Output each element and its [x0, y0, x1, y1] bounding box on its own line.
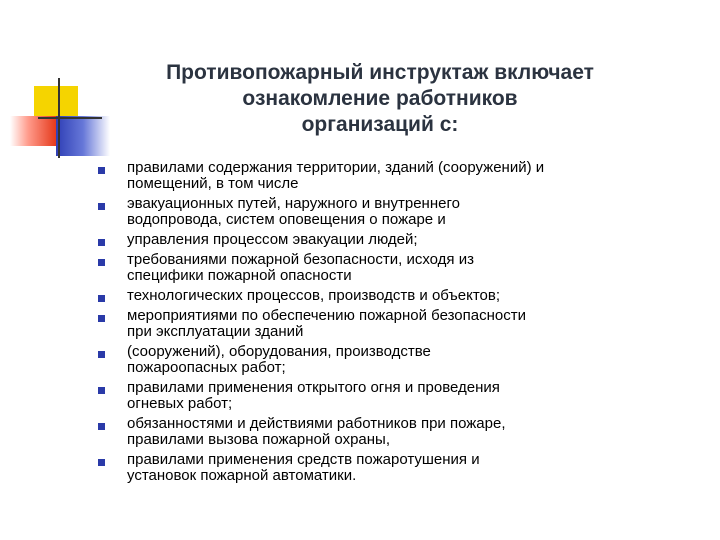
slide-title-line: ознакомление работников — [242, 87, 518, 110]
list-item-text: обязанностями и действиями работников при пожаре, — [127, 415, 506, 432]
slide-title-line: организаций с: — [301, 113, 459, 136]
list-item — [96, 196, 708, 228]
list-item-text: требованиями пожарной безопасности, исходя из — [127, 251, 474, 268]
list-item-text: правилами применения открытого огня и проведения — [127, 379, 500, 396]
list-item — [96, 380, 708, 412]
square-bullet-icon — [98, 203, 105, 210]
square-bullet-icon — [98, 459, 105, 466]
list-item-text: водопровода, систем оповещения о пожаре и — [127, 211, 446, 228]
list-item — [96, 288, 708, 304]
bullet-list — [96, 160, 708, 488]
list-item-text: эвакуационных путей, наружного и внутреннего — [127, 195, 460, 212]
list-item-text: правилами вызова пожарной охраны, — [127, 431, 390, 448]
list-item — [96, 416, 708, 448]
square-bullet-icon — [98, 259, 105, 266]
square-bullet-icon — [98, 315, 105, 322]
decor-horizontal-line — [38, 117, 102, 119]
decor-red-gradient-bar — [10, 116, 56, 146]
list-item-text: мероприятиями по обеспечению пожарной безопасности — [127, 307, 526, 324]
list-item — [96, 452, 708, 484]
decor-blue-gradient-bar — [56, 116, 110, 156]
list-item-text: установок пожарной автоматики. — [127, 467, 357, 484]
square-bullet-icon — [98, 239, 105, 246]
list-item — [96, 232, 708, 248]
list-item — [96, 344, 708, 376]
list-item-text: технологических процессов, производств и объектов; — [127, 287, 501, 304]
list-item-text: (сооружений), оборудования, производстве — [127, 343, 431, 360]
list-item-text: при эксплуатации зданий — [127, 323, 304, 340]
list-item-text: пожароопасных работ; — [127, 359, 286, 376]
list-item-text: огневых работ; — [127, 395, 233, 412]
list-item — [96, 252, 708, 284]
list-item-text: помещений, в том числе — [127, 175, 299, 192]
list-item — [96, 308, 708, 340]
square-bullet-icon — [98, 167, 105, 174]
list-item — [96, 160, 708, 192]
square-bullet-icon — [98, 387, 105, 394]
square-bullet-icon — [98, 295, 105, 302]
square-bullet-icon — [98, 423, 105, 430]
square-bullet-icon — [98, 351, 105, 358]
list-item-text: управления процессом эвакуации людей; — [127, 231, 418, 248]
list-item-text: специфики пожарной опасности — [127, 267, 352, 284]
list-item-text: правилами содержания территории, зданий (сооружений) и — [127, 159, 545, 176]
slide-title-line: Противопожарный инструктаж включает — [166, 61, 594, 84]
slide-title — [120, 60, 640, 138]
list-item-text: правилами применения средств пожаротушения и — [127, 451, 480, 468]
